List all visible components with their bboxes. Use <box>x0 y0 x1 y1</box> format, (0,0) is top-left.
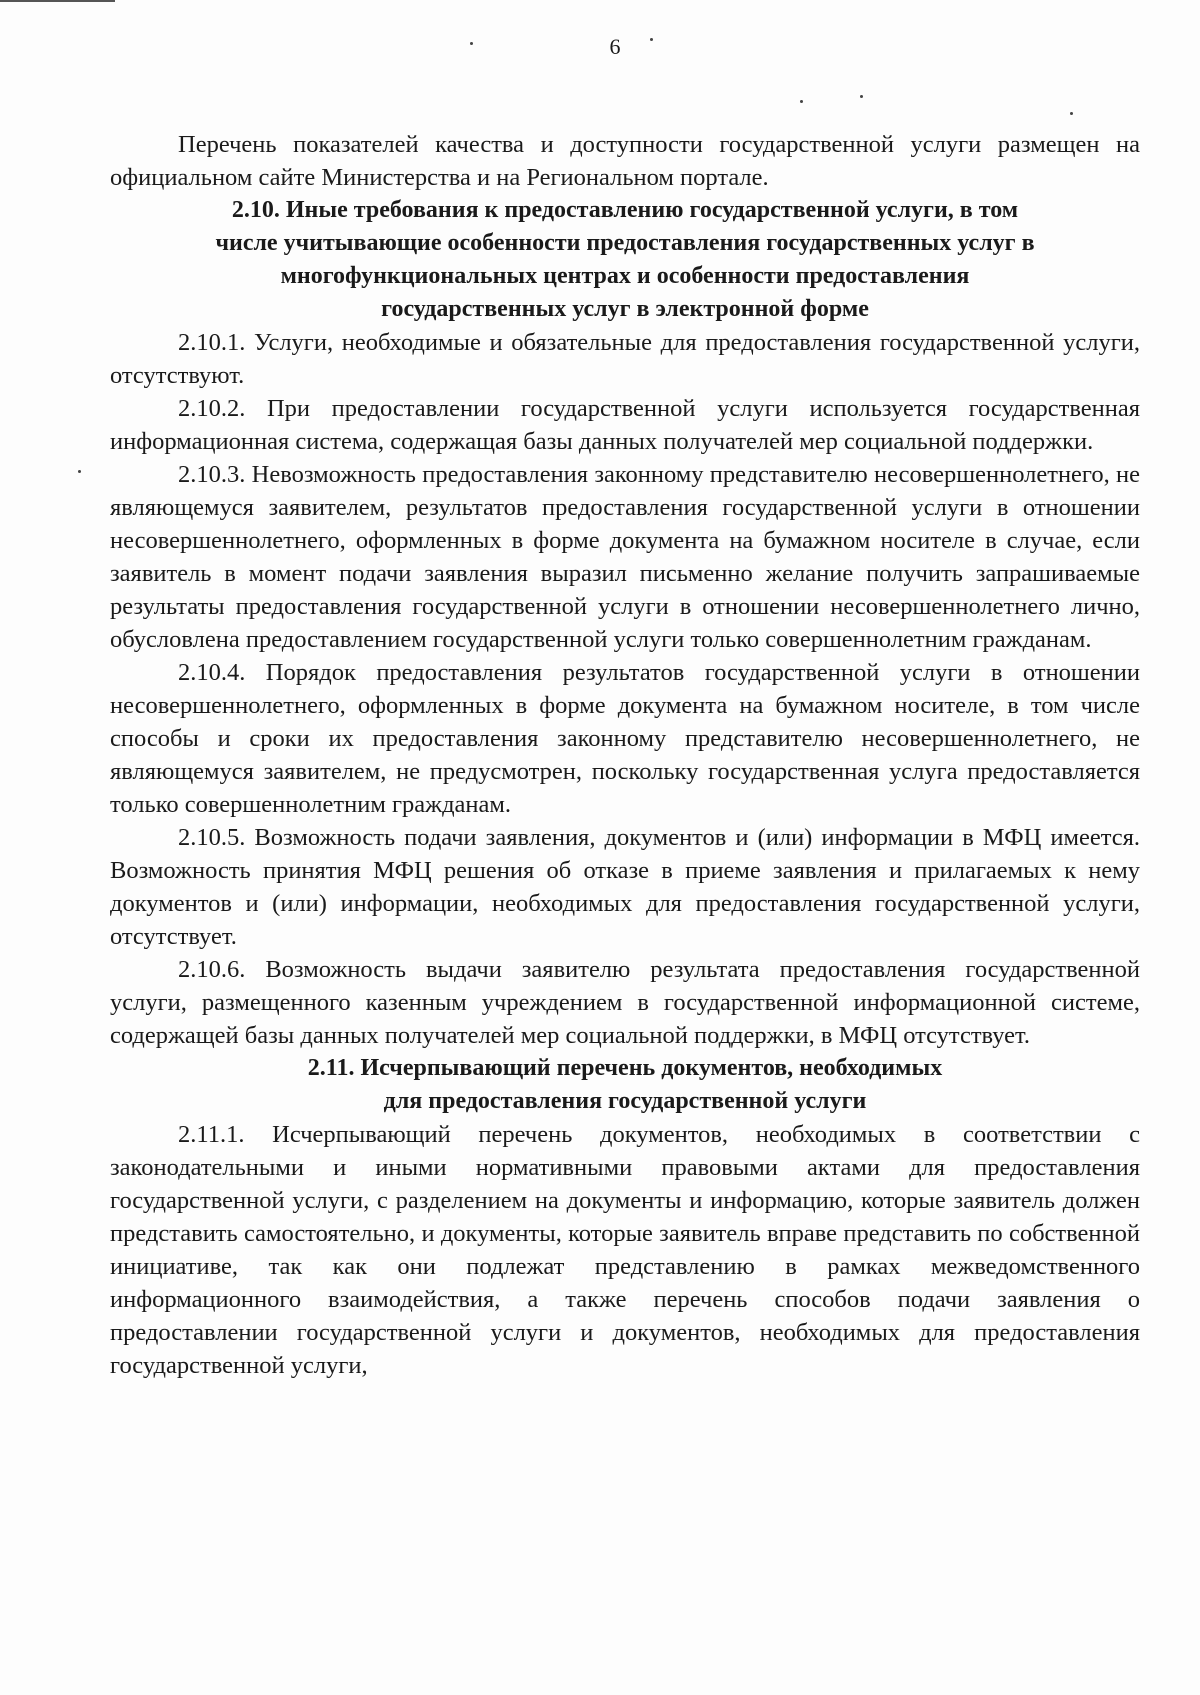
paragraph-2-10-3: 2.10.3. Невозможность предоставления законному представителю несовершеннолетнего, не являющемуся заявителем, результатов предоставления государственной услуги в отношении несовершеннолетнего, оформленных в форме документа на бумажном носителе в случае, если заявитель в момент подачи заявления выразил письменно желание получить запрашиваемые результаты предоставления государственной услуги в отношении несовершеннолетнего лично, обусловлена предоставлением государственной услуги только совершеннолетним гражданам. <box>110 461 1140 653</box>
heading-line: государственных услуг в электронной форме <box>381 296 869 322</box>
scan-speck <box>800 100 803 103</box>
scan-speck <box>1070 112 1073 115</box>
paragraph-2-10-5: 2.10.5. Возможность подачи заявления, документов и (или) информации в МФЦ имеется. Возможность принятия МФЦ решения об отказе в приеме заявления и прилагаемых к нему документов и (или) информации, необходимых для предоставления государственной услуги, отсутствует. <box>110 824 1140 950</box>
heading-line: 2.11. Исчерпывающий перечень документов, необходимых <box>307 1055 943 1081</box>
scan-edge-mark <box>0 0 115 2</box>
heading-line: для предоставления государственной услуги <box>383 1088 867 1114</box>
heading-line: 2.10. Иные требования к предоставлению государственной услуги, в том <box>231 197 1019 223</box>
paragraph-2-11-1: 2.11.1. Исчерпывающий перечень документов, необходимых в соответствии с законодательными и иными нормативными правовыми актами для предоставления государственной услуги, с разделением на документы и информацию, которые заявитель должен представить самостоятельно, и документы, которые заявитель вправе представить по собственной инициативе, так как они подлежат представлению в рамках межведомственного информационного взаимодействия, а также перечень способов подачи заявления о предоставлении государственной услуги и документов, необходимых для предоставления государственной услуги, <box>110 1121 1140 1379</box>
page-number: 6 <box>609 34 621 59</box>
paragraph-2-10-2: 2.10.2. При предоставлении государственной услуги используется государственная информационная система, содержащая базы данных получателей мер социальной поддержки. <box>110 395 1140 455</box>
heading-line: многофункциональных центрах и особенности предоставления <box>280 263 970 289</box>
scan-speck <box>860 95 863 98</box>
heading-line: числе учитывающие особенности предоставления государственных услуг в <box>215 230 1035 256</box>
intro-paragraph: Перечень показателей качества и доступности государственной услуги размещен на официальном сайте Министерства и на Региональном портале. <box>110 131 1140 191</box>
paragraph-2-10-1: 2.10.1. Услуги, необходимые и обязательные для предоставления государственной услуги, отсутствуют. <box>110 329 1140 389</box>
section-2-10-heading <box>110 194 1140 326</box>
paragraph-2-10-6: 2.10.6. Возможность выдачи заявителю результата предоставления государственной услуги, размещенного казенным учреждением в государственной информационной системе, содержащей базы данных получателей мер социальной поддержки, в МФЦ отсутствует. <box>110 956 1140 1049</box>
section-2-11-heading <box>110 1052 1140 1118</box>
scan-speck <box>78 470 81 473</box>
document-body <box>110 128 1140 1382</box>
paragraph-2-10-4: 2.10.4. Порядок предоставления результатов государственной услуги в отношении несовершеннолетнего, оформленных в форме документа на бумажном носителе, в том числе способы и сроки их предоставления законному представителю несовершеннолетнего, не являющемуся заявителем, не предусмотрен, поскольку государственная услуга предоставляется только совершеннолетним гражданам. <box>110 659 1140 818</box>
